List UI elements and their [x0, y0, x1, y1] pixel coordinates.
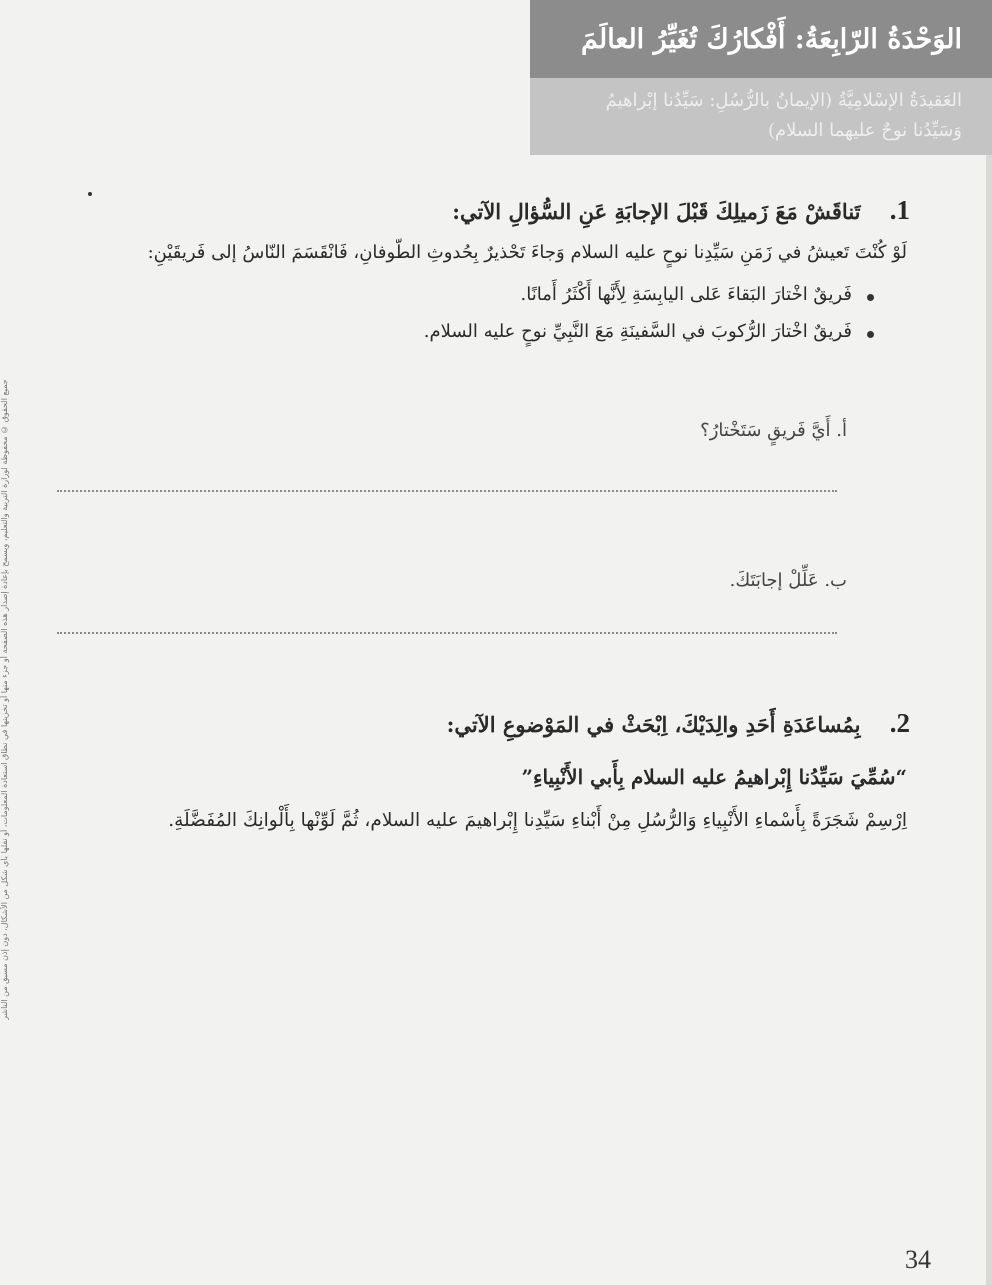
answer-line-b[interactable]: [57, 632, 837, 634]
bullet-icon: [867, 331, 874, 338]
unit-header: [530, 0, 992, 155]
question-2-text: بِمُساعَدَةِ أَحَدِ والِدَيْكَ، اِبْحَثْ في المَوْضوعِ الآتي:: [446, 712, 861, 737]
question-1-text: تَناقَشْ مَعَ زَميلِكَ قَبْلَ الإجابَةِ عَنِ السُّؤالِ الآتي:: [452, 199, 861, 224]
question-2-quote: “سُمِّيَ سَيِّدُنا إِبْراهيمُ عليه السلام بِأَبي الأَنْبِياءِ”: [521, 765, 907, 789]
stray-dot: [88, 192, 92, 196]
page-edge: [986, 0, 992, 1285]
sub-question-b: ب. عَلِّلْ إجابَتَكَ.: [729, 570, 847, 591]
page-number: 34: [905, 1245, 931, 1274]
answer-line-a[interactable]: [57, 490, 837, 492]
copyright-side-note: جميع الحقوق © محفوظة لوزارة التربية والتعليم، ويسمح بإعادة إصدار هذه الصفحة أو جزء منها أو تخزينها في نطاق استعادة المعلومات، أو نقلها بأي شكل من الأشكال، دون إذن مسبق من الناشر: [0, 379, 9, 1020]
question-1-bullets: [424, 284, 874, 358]
question-2-heading: [447, 708, 910, 739]
bullet-text: فَريقٌ اخْتارَ البَقاءَ عَلى اليابِسَةِ لِأَنَّها أَكْثَرُ أَمانًا.: [520, 284, 852, 305]
question-1-heading: [452, 195, 910, 226]
question-2-task: اِرْسِمْ شَجَرَةً بِأَسْماءِ الأَنْبِياءِ وَالرُّسُلِ مِنْ أَبْناءِ سَيِّدِنا إِبْراهيمَ عليه السلام، ثُمَّ لَوِّنْها بِأَلْوانِكَ المُفَضَّلَةِ.: [168, 810, 907, 831]
unit-subtitle: العَقيدَةُ الإسْلامِيَّةُ (الإيمانُ بالرُّسُلِ: سَيِّدُنا إبْراهيمُ وَسَيِّدُنا نوحٌ عليهما السلام): [605, 90, 962, 141]
bullet-item: [424, 321, 874, 342]
bullet-item: [424, 284, 874, 305]
bullet-icon: [867, 294, 874, 301]
question-2-number: 2.: [889, 708, 910, 738]
sub-question-a: أ. أَيَّ فَريقٍ سَتَخْتارُ؟: [700, 420, 847, 441]
question-1-number: 1.: [889, 195, 910, 225]
bullet-text: فَريقٌ اخْتارَ الرُّكوبَ في السَّفينَةِ مَعَ النَّبِيِّ نوحٍ عليه السلام.: [423, 321, 852, 342]
unit-title: الوَحْدَةُ الرّابِعَةُ: أَفْكارُكَ تُغَيِّرُ العالَمَ: [581, 24, 962, 55]
question-1-intro: لَوْ كُنْتَ تَعيشُ في زَمَنِ سَيِّدِنا نوحٍ عليه السلام وَجاءَ تَحْذيرٌ بِحُدوثِ الطّوفانِ، فَانْقَسَمَ النّاسُ إلى فَريقَيْنِ:: [147, 242, 907, 263]
